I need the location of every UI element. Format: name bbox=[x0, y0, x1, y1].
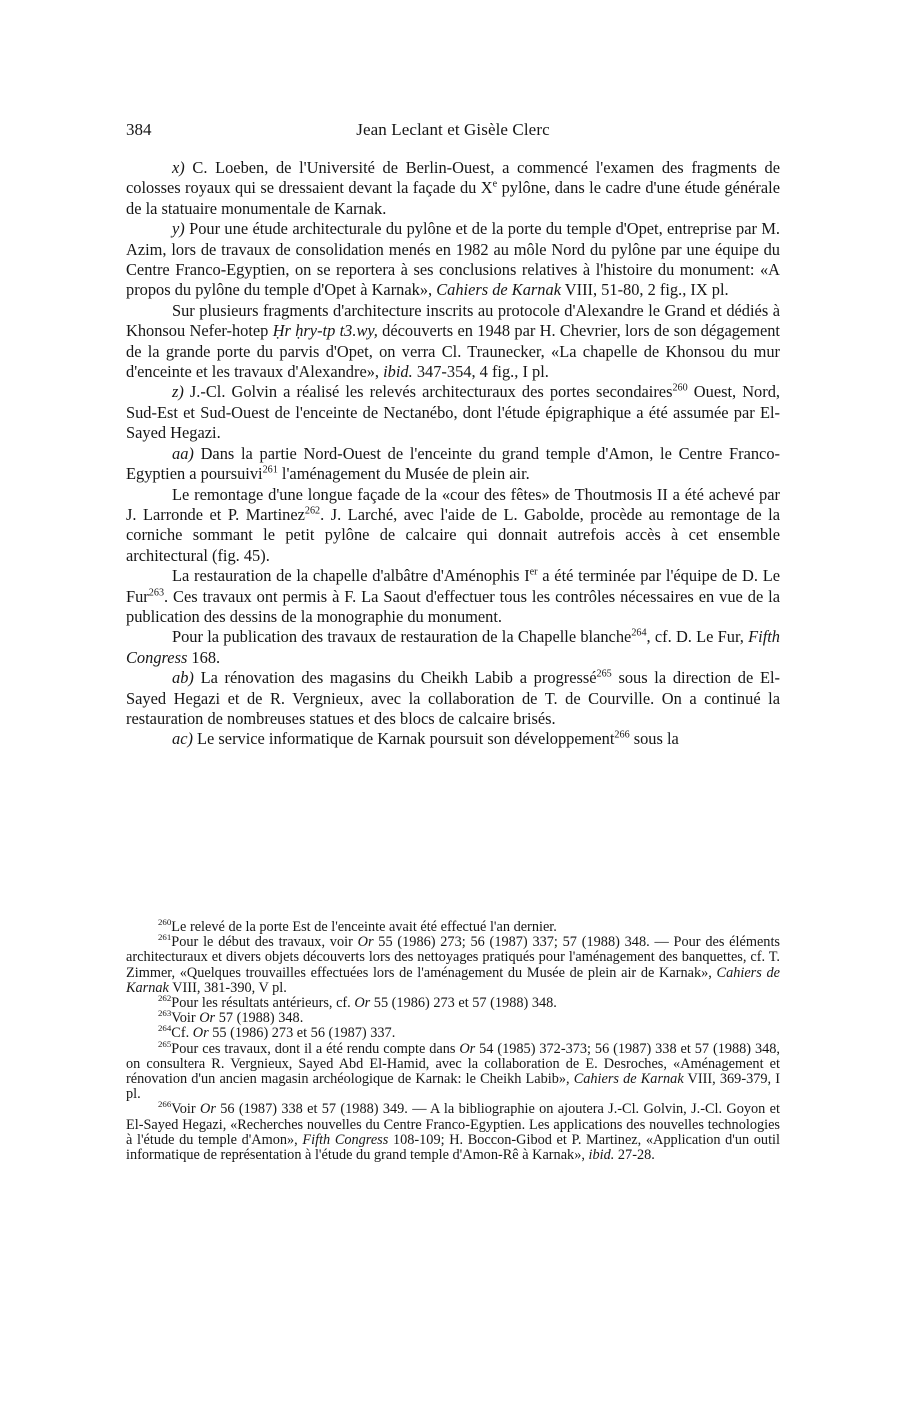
italic-text: ac) bbox=[172, 729, 193, 749]
paragraph bbox=[126, 301, 780, 383]
italic-text: Cahiers de Karnak bbox=[436, 280, 561, 300]
paragraph bbox=[126, 729, 780, 749]
text-run: VIII, 381-390, V pl. bbox=[168, 979, 287, 996]
italic-text: Fifth Congress bbox=[302, 1131, 389, 1148]
paragraph bbox=[126, 668, 780, 729]
text-run: 347-354, 4 fig., I pl. bbox=[412, 362, 549, 382]
text-run: 55 (1986) 273; 56 (1987) 337; 57 (1988) 348. — Pour des éléments architecturaux et divers objets découverts lors des nettoyages pratiqués pour l'aménagement des banquettes, cf. T. Zimmer, «Quelques trouvailles effectuées lors de l'aménagement du Musée de plein air de Karnak», bbox=[126, 934, 780, 981]
paragraph bbox=[126, 382, 780, 443]
paragraph bbox=[126, 158, 780, 219]
footnote bbox=[126, 1023, 780, 1042]
italic-text: Cahiers de Karnak bbox=[126, 964, 780, 996]
text-run: 27-28. bbox=[614, 1147, 655, 1164]
superscript: 264 bbox=[631, 627, 647, 639]
italic-text: Or bbox=[199, 1010, 216, 1027]
superscript: er bbox=[529, 566, 538, 578]
text-run: La rénovation des magasins du Cheikh Labib a progressé bbox=[193, 668, 597, 688]
superscript: 260 bbox=[158, 917, 172, 928]
superscript: 263 bbox=[148, 587, 165, 599]
text-run: l'aménagement du Musée de plein air. bbox=[277, 464, 530, 484]
text-run: Pour les résultats antérieurs, cf. bbox=[171, 995, 355, 1012]
superscript: 266 bbox=[158, 1099, 172, 1110]
text-run: Pour ces travaux, dont il a été rendu compte dans bbox=[171, 1040, 460, 1057]
text-run: VIII, 51-80, 2 fig., IX pl. bbox=[560, 280, 729, 300]
text-run: 55 (1986) 273 et 57 (1988) 348. bbox=[370, 995, 557, 1012]
italic-text: y) bbox=[172, 219, 185, 239]
text-run: Pour une étude architecturale du pylône et de la porte du temple d'Opet, entreprise par M. Azim, lors de travaux de consolidation menés en 1982 au môle Nord du pylône par une équipe du Centre Franco-Egyptien, on se reportera à ses conclusions relatives à l'histoire du monument: «A propos du pylône du temple d'Opet à Karnak», bbox=[126, 219, 780, 300]
italic-text: Or bbox=[192, 1025, 209, 1042]
text-run: 57 (1988) 348. bbox=[215, 1010, 304, 1027]
superscript: 265 bbox=[158, 1038, 172, 1049]
text-run: Sur plusieurs fragments d'architecture inscrits au protocole d'Alexandre le Grand et dédiés à Khonsou Nefer-hotep bbox=[126, 300, 780, 341]
superscript: e bbox=[492, 178, 498, 190]
text-run: Ouest, Nord, Sud-Est et Sud-Ouest de l'enceinte de Nectanébo, dont l'étude épigraphique a été assumée par El-Sayed Hegazi. bbox=[126, 382, 780, 443]
italic-text: Or bbox=[357, 934, 374, 951]
text-run: Le relevé de la porte Est de l'enceinte avait été effectué l'an dernier. bbox=[171, 919, 557, 935]
footnote bbox=[126, 993, 780, 1012]
text-run: Dans la partie Nord-Ouest de l'enceinte du grand temple d'Amon, le Centre Franco-Egyptien a poursuivi bbox=[126, 443, 780, 484]
italic-text: Cahiers de Karnak bbox=[573, 1071, 684, 1088]
text-run: Voir bbox=[171, 1010, 200, 1027]
text-run: 55 (1986) 273 et 56 (1987) 337. bbox=[208, 1025, 396, 1042]
text-run: Pour la publication des travaux de restauration de la Chapelle blanche bbox=[172, 627, 632, 647]
text-run: Le service informatique de Karnak poursuit son développement bbox=[192, 729, 615, 749]
paragraph bbox=[126, 566, 780, 627]
text-run: Cf. bbox=[171, 1025, 193, 1042]
paragraph bbox=[126, 627, 780, 668]
superscript: 262 bbox=[158, 993, 172, 1004]
italic-text: Fifth Congress bbox=[126, 627, 780, 667]
text-run: pylône, dans le cadre d'une étude générale de la statuaire monumentale de Karnak. bbox=[126, 178, 780, 218]
italic-text: z) bbox=[172, 382, 184, 402]
paragraph bbox=[126, 219, 780, 301]
running-head-title: Jean Leclant et Gisèle Clerc bbox=[356, 120, 550, 139]
italic-text: ibid. bbox=[383, 362, 413, 382]
italic-text: x) bbox=[172, 158, 185, 177]
text-run: 54 (1985) 372-373; 56 (1987) 338 et 57 (1988) 348, on consultera R. Vergnieux, Sayed Abd El-Hamid, avec la collaboration de E. Desroches, «Aménagement et rénovation d'un ancien magasin archéologique de Karnak: le Cheikh Labib», bbox=[126, 1040, 780, 1088]
footnote bbox=[126, 932, 780, 996]
text-run: 108-109; H. Boccon-Gibod et P. Martinez, «Application d'un outil informatique de représentation à l'étude du grand temple d'Amon-Rê à Karnak», bbox=[126, 1131, 780, 1164]
text-run: La restauration de la chapelle d'albâtre d'Aménophis I bbox=[172, 566, 530, 586]
text-run: 168. bbox=[187, 647, 221, 667]
text-run: C. Loeben, de l'Université de Berlin-Ouest, a commencé l'examen des fragments de colosses royaux qui se dressaient devant la façade du X bbox=[126, 158, 780, 198]
superscript: 263 bbox=[158, 1008, 172, 1019]
italic-text: Ḥr ḥry-tp t3.wy, bbox=[272, 321, 378, 341]
text-run: Pour le début des travaux, voir bbox=[171, 934, 358, 951]
text-run: J.-Cl. Golvin a réalisé les relevés architecturaux des portes secondaires bbox=[183, 382, 673, 402]
text-run: Voir bbox=[171, 1101, 200, 1118]
superscript: 262 bbox=[304, 505, 321, 517]
text-run: sous la bbox=[629, 729, 679, 749]
footnote bbox=[126, 917, 780, 935]
paragraph bbox=[126, 485, 780, 567]
text-run: VIII, 369-379, I pl. bbox=[126, 1071, 781, 1103]
running-header bbox=[126, 120, 780, 140]
text-run: a été terminée par l'équipe de D. Le Fur bbox=[126, 566, 781, 606]
superscript: 260 bbox=[672, 383, 688, 394]
text-run: découverts en 1948 par H. Chevrier, lors de son dégagement de la grande porte du parvis d'Opet, on verra Cl. Traunecker, «La chapelle de Khonsou du mur d'enceinte et les travaux d'Alexandre», bbox=[126, 321, 780, 382]
paragraph bbox=[126, 444, 780, 485]
text-run: . J. Larché, avec l'aide de L. Gabolde, procède au remontage de la corniche sommant le petit pylône de calcaire qui donnait autrefois accès à cet ensemble architectural (fig. 45). bbox=[126, 504, 780, 565]
italic-text: ibid. bbox=[588, 1147, 615, 1164]
italic-text: Or bbox=[354, 995, 371, 1012]
superscript: 265 bbox=[596, 668, 612, 680]
text-run: 56 (1987) 338 et 57 (1988) 349. — A la bibliographie on ajoutera J.-Cl. Golvin, J.-Cl. Goyon et El-Sayed Hegazi, «Recherches nouvelles du Centre Franco-Egyptien. Les applications des nouvelles technologies à l'étude du temple d'Amon», bbox=[126, 1101, 780, 1148]
superscript: 261 bbox=[158, 932, 172, 943]
page-number: 384 bbox=[126, 120, 152, 139]
footnotes bbox=[126, 917, 781, 1164]
italic-text: Or bbox=[200, 1101, 216, 1118]
superscript: 261 bbox=[262, 464, 278, 476]
text-run: sous la direction de El-Sayed Hegazi et de R. Vergnieux, avec la collaboration de T. de Courville. On a continué la restauration de nombreuses statues et des blocs de calcaire brisés. bbox=[126, 668, 780, 728]
superscript: 266 bbox=[614, 729, 630, 741]
italic-text: Or bbox=[459, 1040, 476, 1057]
superscript: 264 bbox=[158, 1023, 172, 1034]
text-run: . Ces travaux ont permis à F. La Saout d'effectuer tous les contrôles nécessaires en vue de la publication des dessins de la monographie du monument. bbox=[126, 586, 780, 626]
text-run: Le remontage d'une longue façade de la «cour des fêtes» de Thoutmosis II a été achevé par J. Larronde et P. Martinez bbox=[126, 484, 780, 524]
italic-text: aa) bbox=[172, 443, 194, 463]
text-run: , cf. D. Le Fur, bbox=[646, 627, 749, 647]
footnote bbox=[126, 1038, 781, 1103]
footnote bbox=[126, 1099, 780, 1164]
body-text bbox=[126, 158, 780, 750]
italic-text: ab) bbox=[172, 668, 194, 688]
